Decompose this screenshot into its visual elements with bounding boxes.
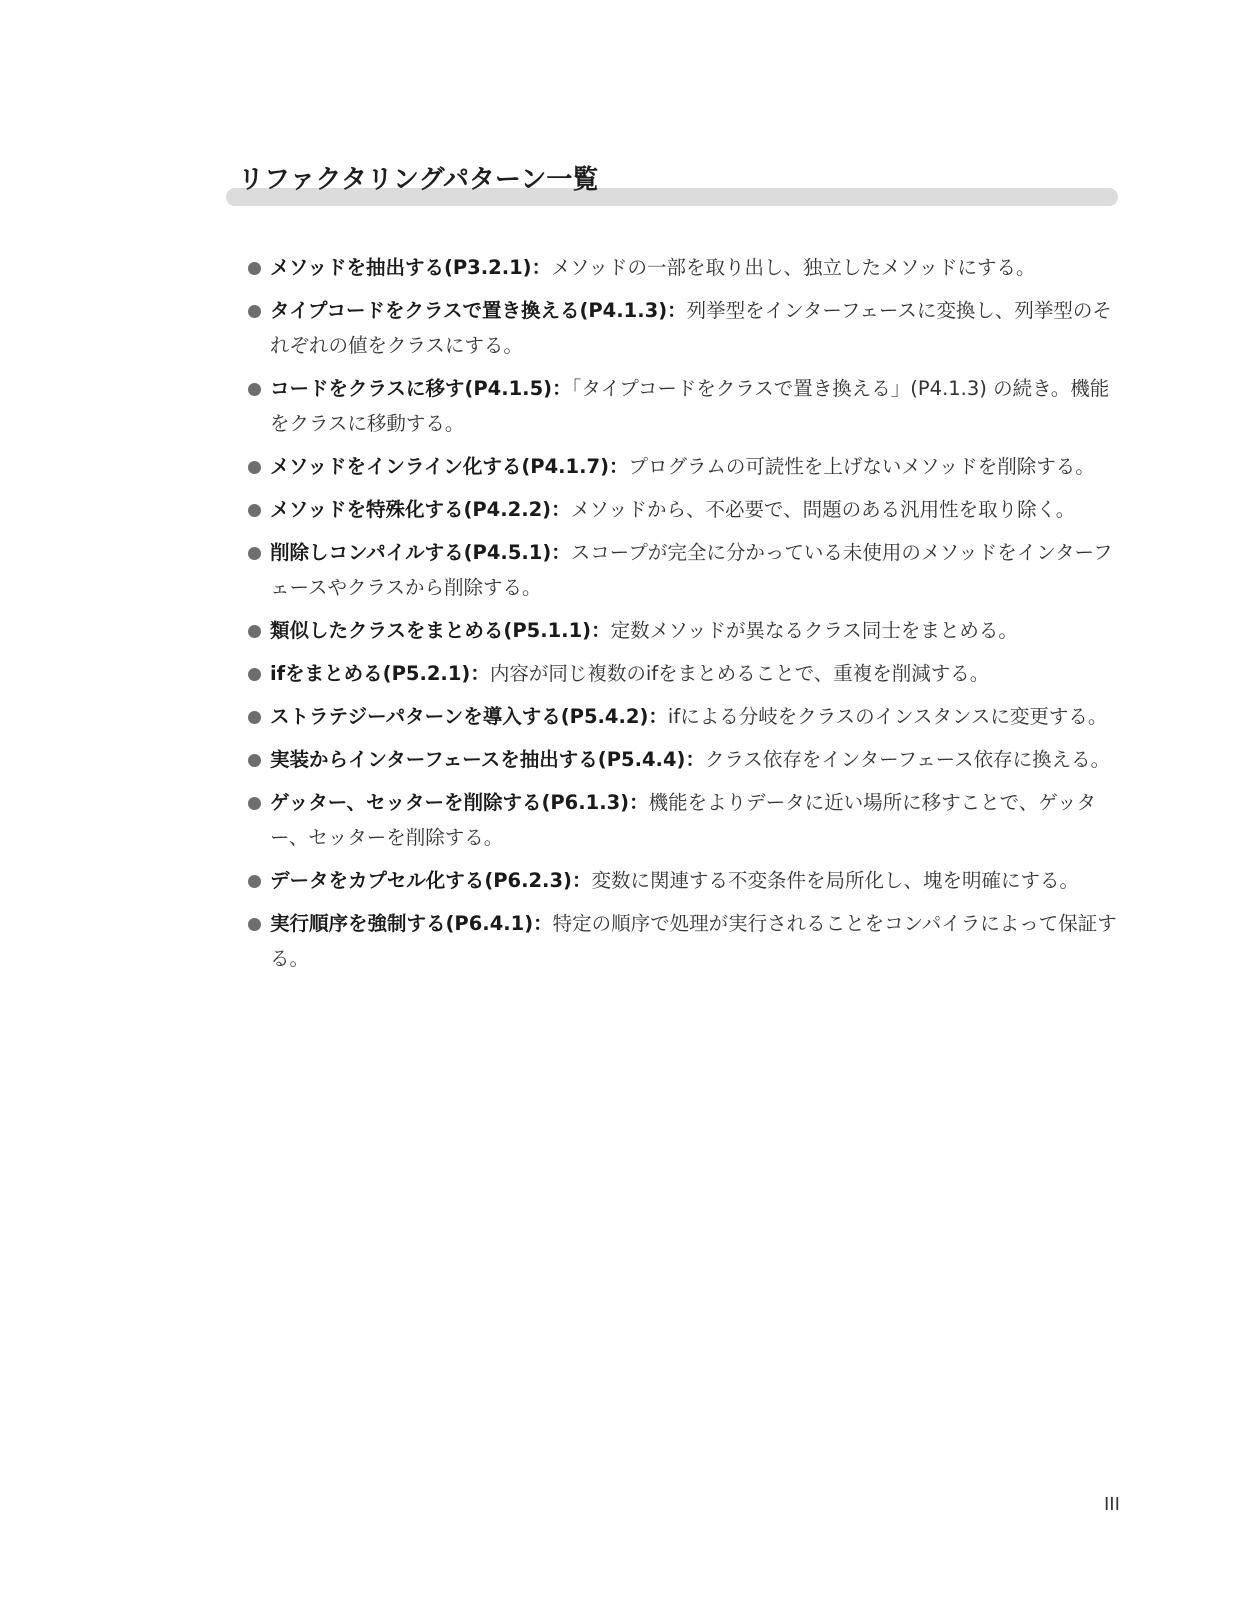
pattern-reference: (P4.2.2) bbox=[463, 498, 552, 521]
pattern-name: 実装からインターフェースを抽出する bbox=[270, 748, 598, 771]
pattern-name: ゲッター、セッターを削除する bbox=[270, 791, 542, 814]
pattern-name: ifをまとめる bbox=[270, 662, 383, 685]
list-item bbox=[248, 863, 1128, 898]
pattern-reference: (P5.4.4) bbox=[597, 748, 686, 771]
pattern-description: 変数に関連する不変条件を局所化し、塊を明確にする。 bbox=[591, 869, 1079, 892]
bullet-icon bbox=[248, 547, 261, 560]
pattern-reference: (P6.2.3) bbox=[484, 869, 572, 892]
pattern-description: クラス依存をインターフェース依存に換える。 bbox=[704, 748, 1111, 771]
list-item bbox=[248, 293, 1128, 363]
pattern-reference: (P5.1.1) bbox=[503, 619, 592, 642]
pattern-description: 列挙型をインターフェースに変換し、列挙型のそれぞれの値をクラスにする。 bbox=[270, 299, 1112, 357]
bullet-icon bbox=[248, 754, 261, 767]
list-item bbox=[248, 449, 1128, 484]
pattern-name: データをカプセル化する bbox=[270, 869, 485, 892]
pattern-name: 類似したクラスをまとめる bbox=[270, 619, 504, 642]
pattern-description: スコープが完全に分かっている未使用のメソッドをインターフェースやクラスから削除する。 bbox=[270, 541, 1113, 599]
pattern-reference: (P4.1.5) bbox=[464, 377, 553, 400]
separator: ： bbox=[609, 455, 629, 478]
list-item bbox=[248, 656, 1128, 691]
pattern-description: 定数メソッドが異なるクラス同士をまとめる。 bbox=[610, 619, 1018, 642]
pattern-description: 内容が同じ複数のifをまとめることで、重複を削減する。 bbox=[489, 662, 990, 685]
bullet-icon bbox=[248, 625, 261, 638]
separator: ： bbox=[533, 912, 553, 935]
pattern-name: 削除しコンパイルする bbox=[270, 541, 464, 564]
pattern-name: メソッドを特殊化する bbox=[270, 498, 464, 521]
section-header bbox=[226, 162, 1118, 210]
bullet-icon bbox=[248, 262, 261, 275]
separator: ： bbox=[648, 705, 668, 728]
pattern-description: メソッドから、不必要で、問題のある汎用性を取り除く。 bbox=[570, 498, 1076, 521]
pattern-description: プログラムの可読性を上げないメソッドを削除する。 bbox=[628, 455, 1095, 478]
list-item bbox=[248, 613, 1128, 648]
pattern-description: 機能をよりデータに近い場所に移すことで、ゲッター、セッターを削除する。 bbox=[270, 791, 1096, 849]
bullet-icon bbox=[248, 797, 261, 810]
pattern-reference: (P6.1.3) bbox=[541, 791, 630, 814]
list-item bbox=[248, 250, 1128, 285]
list-item bbox=[248, 785, 1128, 855]
list-item bbox=[248, 699, 1128, 734]
pattern-reference: (P4.1.7) bbox=[521, 455, 609, 478]
separator: ： bbox=[531, 256, 552, 279]
pattern-name: メソッドを抽出する bbox=[270, 256, 444, 279]
bullet-icon bbox=[248, 668, 261, 681]
separator: ： bbox=[470, 662, 490, 685]
bullet-icon bbox=[248, 504, 261, 517]
pattern-name: タイプコードをクラスで置き換える bbox=[270, 299, 580, 322]
pattern-reference: (P5.4.2) bbox=[560, 705, 649, 728]
separator: ： bbox=[685, 748, 705, 771]
separator: ： bbox=[591, 619, 611, 642]
pattern-name: コードをクラスに移す bbox=[270, 377, 465, 400]
page-title: リファクタリングパターン一覧 bbox=[238, 165, 599, 195]
pattern-reference: (P5.2.1) bbox=[382, 662, 471, 685]
bullet-icon bbox=[248, 461, 261, 474]
pattern-reference: (P4.5.1) bbox=[463, 541, 552, 564]
separator: ： bbox=[551, 541, 571, 564]
list-item bbox=[248, 742, 1128, 777]
list-item bbox=[248, 906, 1128, 976]
pattern-description: 「タイプコードをクラスで置き換える」(P4.1.3) の続き。機能をクラスに移動する。 bbox=[270, 377, 1110, 435]
separator: ： bbox=[571, 869, 592, 892]
pattern-reference: (P6.4.1) bbox=[445, 912, 534, 935]
pattern-description: ifによる分岐をクラスのインスタンスに変更する。 bbox=[667, 705, 1108, 728]
pattern-name: ストラテジーパターンを導入する bbox=[270, 705, 561, 728]
bullet-icon bbox=[248, 305, 261, 318]
bullet-icon bbox=[248, 383, 261, 396]
bullet-icon bbox=[248, 918, 261, 931]
list-item bbox=[248, 492, 1128, 527]
page-number: III bbox=[1104, 1494, 1120, 1515]
separator: ： bbox=[551, 498, 571, 521]
separator: ： bbox=[667, 299, 687, 322]
refactoring-pattern-list bbox=[248, 250, 1128, 984]
separator: ： bbox=[552, 377, 572, 400]
pattern-description: メソッドの一部を取り出し、独立したメソッドにする。 bbox=[551, 256, 1036, 279]
bullet-icon bbox=[248, 711, 261, 724]
list-item bbox=[248, 535, 1128, 605]
bullet-icon bbox=[248, 875, 261, 888]
list-item bbox=[248, 371, 1128, 441]
separator: ： bbox=[629, 791, 649, 814]
pattern-reference: (P3.2.1) bbox=[443, 256, 532, 279]
pattern-name: メソッドをインライン化する bbox=[270, 455, 522, 478]
pattern-reference: (P4.1.3) bbox=[579, 299, 668, 322]
pattern-description: 特定の順序で処理が実行されることをコンパイラによって保証する。 bbox=[270, 912, 1117, 970]
pattern-name: 実行順序を強制する bbox=[270, 912, 446, 935]
